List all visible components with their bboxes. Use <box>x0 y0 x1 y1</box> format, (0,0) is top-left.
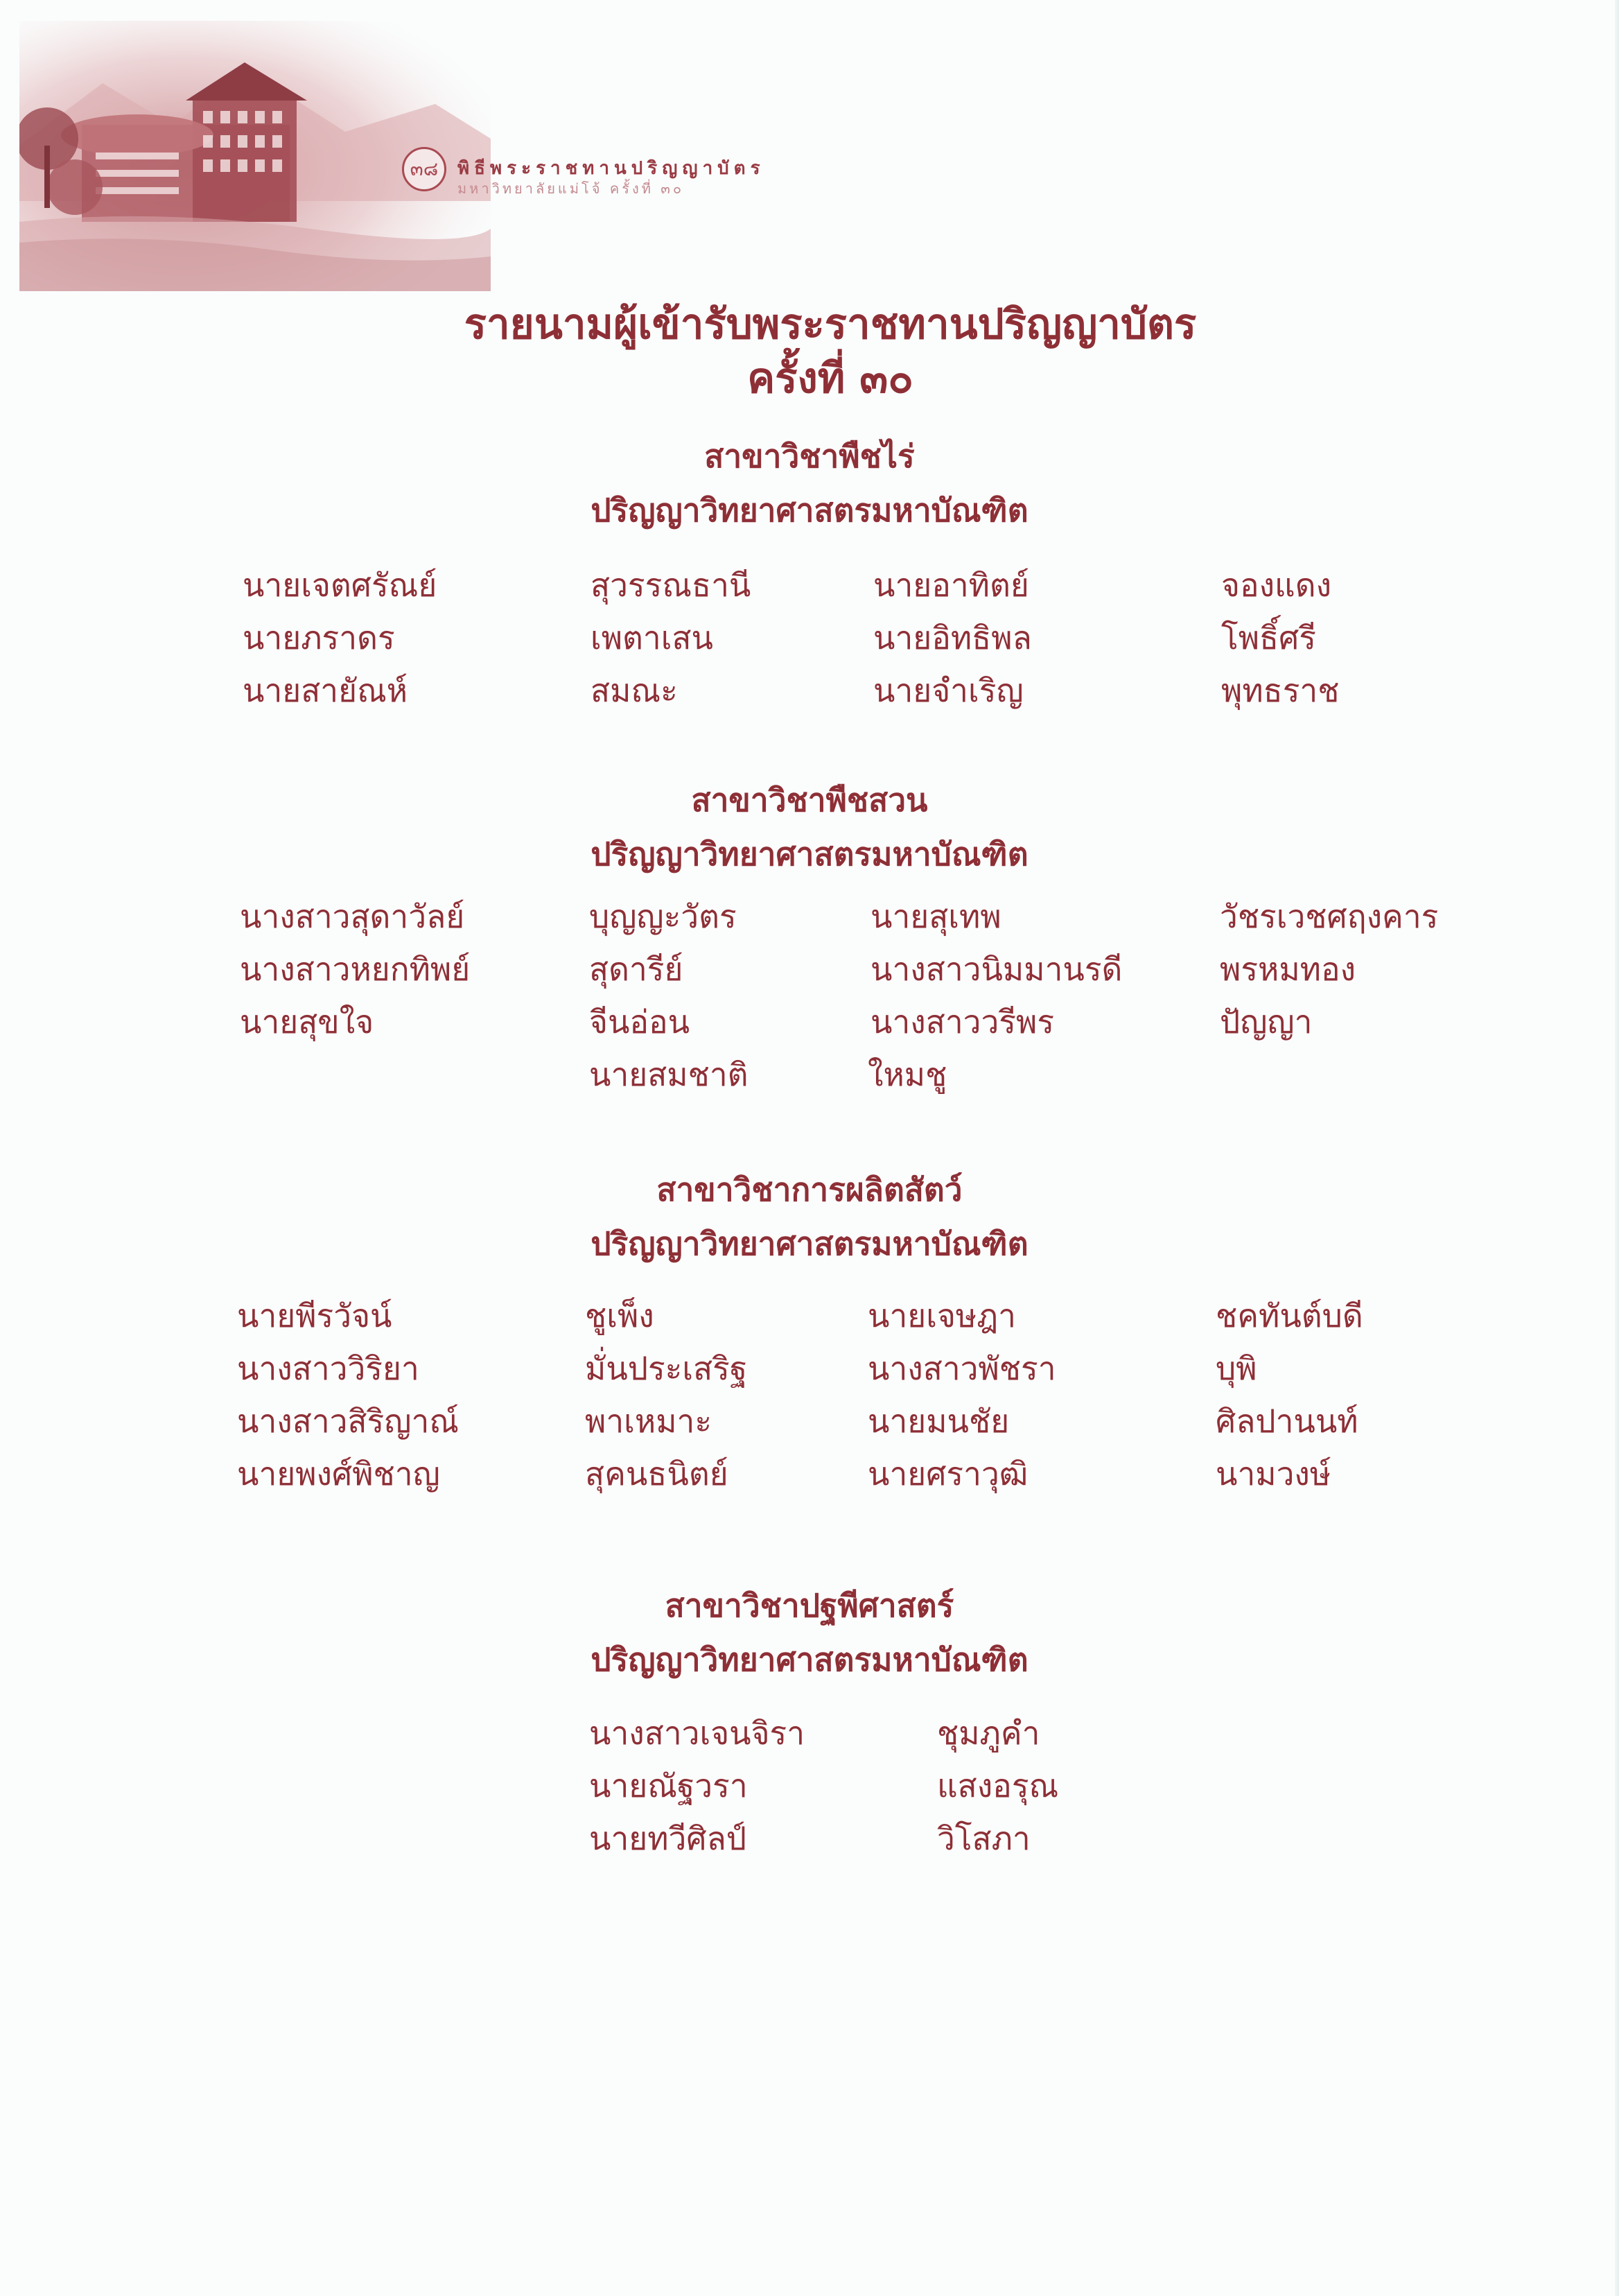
graduate-last-name: วิโสภา <box>937 1820 1031 1857</box>
graduate-last-name: ปัญญา <box>1220 1003 1313 1041</box>
scan-edge-shadow <box>1615 0 1619 2296</box>
section-program-heading: สาขาวิชาปฐพีศาสตร์ <box>665 1587 954 1624</box>
graduate-row <box>0 1396 1619 1445</box>
page-number: ๓๘ <box>402 147 446 191</box>
graduate-first-name: นายสายัณห์ <box>243 672 408 709</box>
graduate-first-name: นายพงศ์พิชาญ <box>237 1455 440 1493</box>
graduate-first-name: นางสาวสิริญาณ์ <box>237 1402 459 1440</box>
graduate-first-name: นายอาทิตย์ <box>873 566 1029 604</box>
graduate-first-name: นายสุขใจ <box>240 1003 374 1041</box>
graduate-row <box>0 1761 1619 1809</box>
graduate-first-name: นางสาวสุดาวัลย์ <box>240 898 465 935</box>
graduate-first-name: นายทวีศิลป์ <box>589 1820 746 1857</box>
graduate-last-name: บุพิ <box>1216 1350 1257 1387</box>
graduate-first-name: นายอิทธิพล <box>873 619 1032 656</box>
graduate-last-name: จีนอ่อน <box>589 1003 690 1041</box>
graduate-row <box>0 560 1619 609</box>
graduate-last-name: เพตาเสน <box>590 619 713 656</box>
graduate-first-name: นายภราดร <box>243 619 395 656</box>
document-title: รายนามผู้เข้ารับพระราชทานปริญญาบัตร <box>464 300 1197 349</box>
document-title-round: ครั้งที่ ๓๐ <box>747 354 913 403</box>
graduate-last-name: พุทธราช <box>1221 672 1340 709</box>
graduate-last-name: ชูเพ็ง <box>585 1297 654 1334</box>
graduate-first-name: นายสุเทพ <box>870 898 1001 935</box>
section-program-heading: สาขาวิชาพืชไร่ <box>704 437 915 475</box>
ceremony-title: พิธีพระราชทานปริญญาบัตร <box>457 158 765 179</box>
graduate-row <box>0 944 1619 993</box>
graduate-row <box>0 1050 1619 1098</box>
graduate-row <box>0 892 1619 940</box>
graduate-row <box>0 613 1619 661</box>
graduate-first-name: นายจำเริญ <box>873 672 1024 709</box>
graduate-last-name: โพธิ์ศรี <box>1221 619 1317 656</box>
graduate-first-name: นางสาววิริยา <box>237 1350 419 1387</box>
graduate-first-name: นายเจษฎา <box>868 1297 1016 1334</box>
graduate-row <box>0 1291 1619 1339</box>
graduate-last-name: ชคทันต์บดี <box>1216 1297 1363 1334</box>
section-degree-heading: ปริญญาวิทยาศาสตรมหาบัณฑิต <box>590 835 1029 873</box>
graduate-first-name: นางสาวเจนจิรา <box>589 1714 805 1752</box>
graduate-row <box>0 1708 1619 1757</box>
graduate-last-name: ศิลปานนท์ <box>1216 1402 1358 1440</box>
graduate-first-name: นางสาวหยกทิพย์ <box>240 950 471 988</box>
graduate-row <box>0 1449 1619 1497</box>
graduate-last-name: สุวรรณธานี <box>590 566 751 604</box>
graduate-last-name: สมณะ <box>590 672 678 709</box>
section-program-heading: สาขาวิชาพืชสวน <box>691 781 928 819</box>
section-degree-heading: ปริญญาวิทยาศาสตรมหาบัณฑิต <box>590 1225 1029 1262</box>
graduate-last-name: สุคนธนิตย์ <box>585 1455 728 1493</box>
graduate-last-name: แสงอรุณ <box>937 1767 1059 1804</box>
graduate-row <box>0 666 1619 714</box>
graduate-row <box>0 1343 1619 1392</box>
graduate-last-name: ใหมชู <box>868 1056 947 1093</box>
graduate-first-name: นายมนชัย <box>868 1402 1010 1440</box>
graduate-last-name: พาเหมาะ <box>585 1402 712 1440</box>
graduate-first-name: นายสมชาติ <box>589 1056 749 1093</box>
section-degree-heading: ปริญญาวิทยาศาสตรมหาบัณฑิต <box>590 492 1029 529</box>
graduate-last-name: นามวงษ์ <box>1216 1455 1331 1493</box>
graduate-first-name: นายเจตศรัณย์ <box>243 566 437 604</box>
section-program-heading: สาขาวิชาการผลิตสัตว์ <box>656 1171 963 1208</box>
graduate-last-name: สุดารีย์ <box>589 950 683 988</box>
graduate-last-name: วัชรเวชศฤงคาร <box>1220 898 1439 935</box>
graduate-last-name: จองแดง <box>1221 566 1332 604</box>
ceremony-subtitle: มหาวิทยาลัยแม่โจ้ ครั้งที่ ๓๐ <box>457 180 685 197</box>
graduate-first-name: นายพีรวัจน์ <box>237 1297 392 1334</box>
graduate-first-name: นางสาวพัชรา <box>868 1350 1056 1387</box>
graduate-first-name: นายศราวุฒิ <box>868 1455 1029 1493</box>
graduate-last-name: มั่นประเสริฐ <box>585 1350 748 1387</box>
graduate-last-name: ชุมภูคำ <box>937 1714 1040 1752</box>
graduate-last-name: พรหมทอง <box>1220 950 1356 988</box>
graduate-first-name: นางสาวนิมมานรดี <box>870 950 1123 988</box>
graduate-first-name: นางสาววรีพร <box>870 1003 1055 1041</box>
graduate-row <box>0 1814 1619 1862</box>
graduate-last-name: บุญญะวัตร <box>589 898 737 935</box>
graduate-first-name: นายณัฐวรา <box>589 1767 748 1804</box>
section-degree-heading: ปริญญาวิทยาศาสตรมหาบัณฑิต <box>590 1641 1029 1678</box>
graduate-row <box>0 997 1619 1045</box>
